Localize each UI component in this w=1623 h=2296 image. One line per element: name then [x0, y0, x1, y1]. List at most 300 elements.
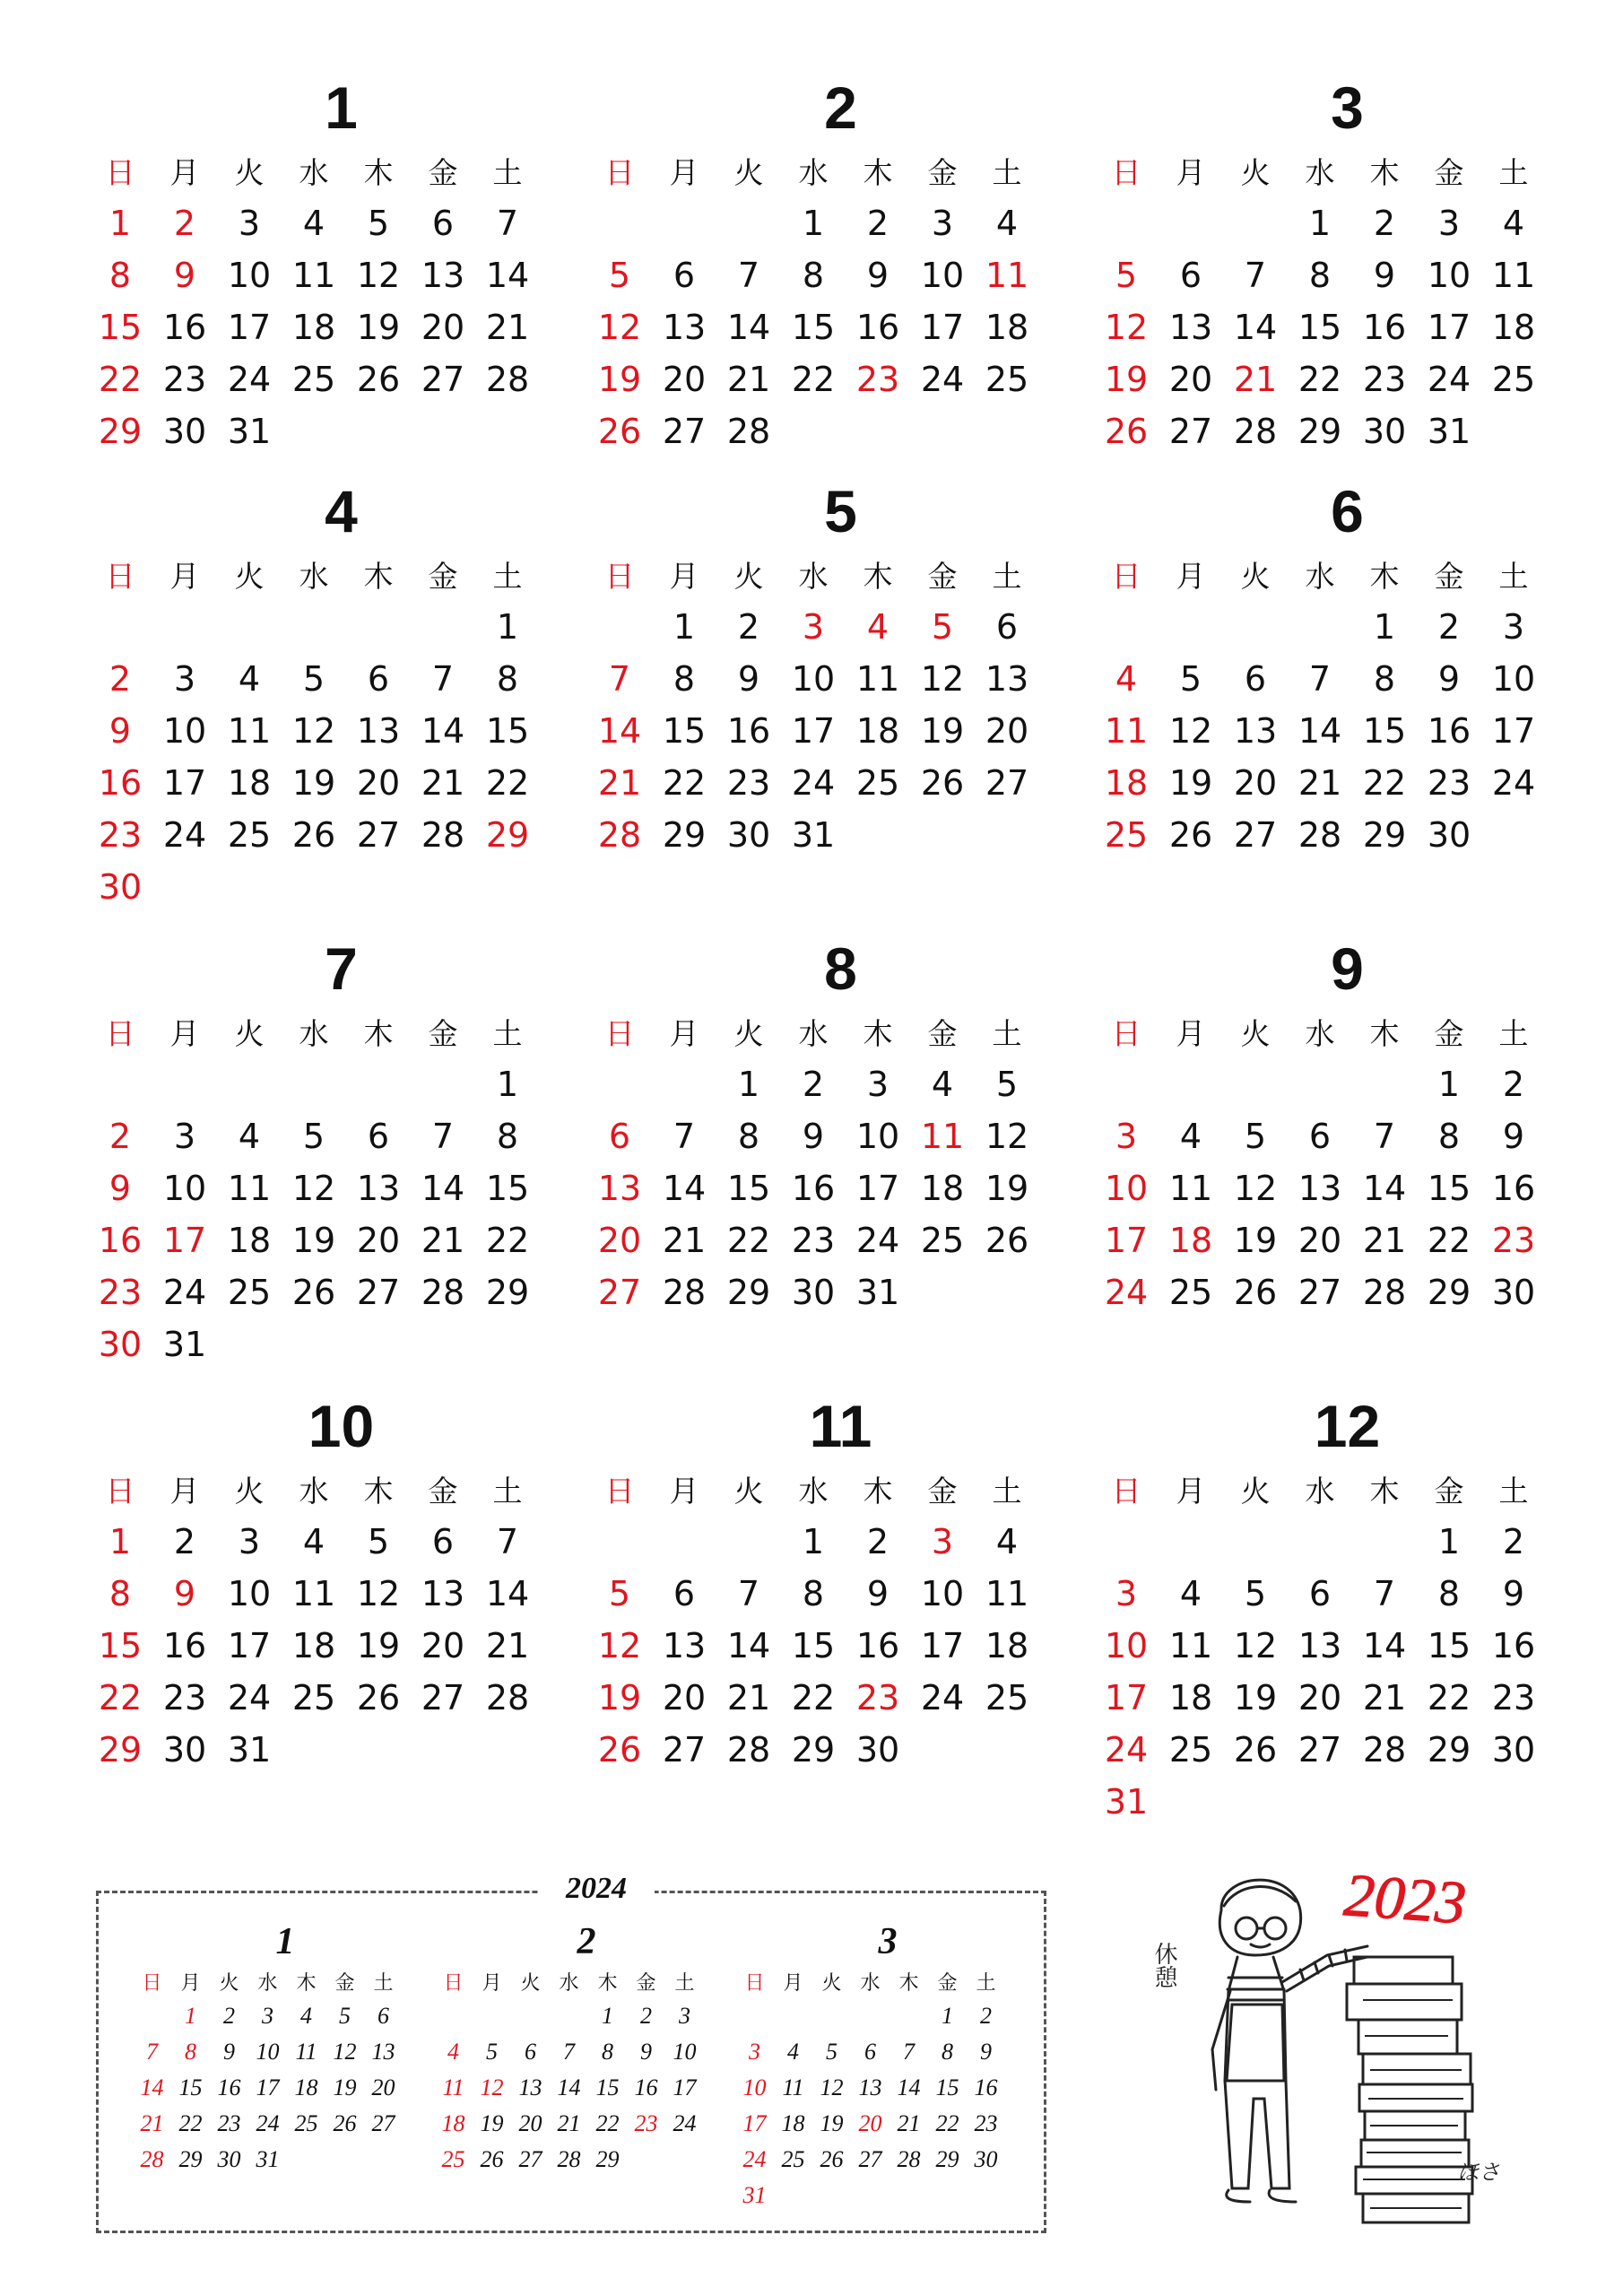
- day-cell: 11: [1104, 711, 1149, 751]
- mini-day-cell: 19: [333, 2074, 357, 2100]
- day-cell: 23: [162, 1678, 207, 1718]
- mini-day-cell: 11: [782, 2074, 804, 2100]
- day-cell: 24: [1491, 763, 1536, 803]
- day-cell: 20: [356, 763, 401, 803]
- week-row: [1094, 249, 1560, 301]
- week-row: [88, 1162, 554, 1214]
- mini-day-cell: 24: [673, 2110, 697, 2136]
- day-cell: 18: [1168, 1678, 1213, 1718]
- mini-weekday-label: 金: [937, 1971, 958, 1995]
- mini-day-cell: 11: [442, 2074, 464, 2100]
- day-cell: 10: [227, 1574, 272, 1613]
- day-cell: 21: [1362, 1221, 1407, 1260]
- weekday-label: 日: [604, 558, 635, 594]
- day-cell: 6: [367, 1117, 390, 1156]
- day-cell: 15: [726, 1169, 771, 1208]
- weekday-header: [587, 144, 1054, 197]
- day-cell: 23: [726, 763, 771, 803]
- weekday-label: 火: [234, 1473, 265, 1509]
- mini-weekday-label: 水: [860, 1971, 881, 1995]
- day-cell: 27: [1233, 815, 1278, 855]
- day-cell: 26: [597, 412, 642, 451]
- mini-day-cell: 19: [820, 2110, 844, 2136]
- day-cell: 6: [1308, 1574, 1332, 1613]
- day-cell: 14: [726, 1626, 771, 1665]
- day-cell: 9: [1373, 256, 1396, 295]
- day-cell: 22: [1427, 1678, 1471, 1718]
- weekday-label: 土: [992, 558, 1022, 594]
- day-cell: 2: [802, 1065, 825, 1104]
- day-cell: 27: [356, 1273, 401, 1312]
- week-row: [88, 601, 554, 653]
- day-cell: 14: [421, 1169, 465, 1208]
- day-cell: 3: [802, 607, 825, 647]
- day-cell: 8: [802, 256, 825, 295]
- day-cell: 27: [421, 1678, 465, 1718]
- weekday-label: 水: [299, 1473, 329, 1509]
- day-cell: 15: [98, 1626, 143, 1665]
- weekday-label: 月: [1176, 1473, 1206, 1509]
- day-cell: 24: [1427, 360, 1471, 399]
- day-cell: 17: [1104, 1678, 1149, 1718]
- weekday-header: [1094, 1004, 1560, 1058]
- day-cell: 10: [1104, 1169, 1149, 1208]
- mini-week-row: [735, 2034, 1004, 2070]
- day-cell: 3: [1502, 607, 1525, 647]
- week-row: [1094, 1266, 1560, 1318]
- day-cell: 12: [920, 659, 965, 699]
- mini-day-cell: 2: [640, 2003, 652, 2029]
- day-cell: 29: [662, 815, 707, 855]
- day-cell: 1: [802, 1522, 825, 1561]
- day-cell: 7: [496, 1522, 519, 1561]
- week-row: [1094, 1724, 1560, 1776]
- weekday-label: 月: [1176, 558, 1206, 594]
- mini-day-cell: 12: [480, 2074, 504, 2100]
- weekday-label: 月: [1176, 1015, 1206, 1051]
- day-cell: 16: [855, 1626, 900, 1665]
- week-row: [587, 705, 1054, 757]
- day-cell: 15: [1362, 711, 1407, 751]
- weekday-label: 月: [1176, 154, 1206, 190]
- day-cell: 7: [496, 204, 519, 243]
- day-cell: 3: [238, 204, 261, 243]
- weekday-header: [88, 547, 554, 601]
- weekday-label: 火: [733, 154, 764, 190]
- mini-month-3: [735, 1919, 1004, 2213]
- day-cell: 14: [1233, 308, 1278, 347]
- day-cell: 3: [931, 1522, 954, 1561]
- day-cell: 8: [1308, 256, 1332, 295]
- weekday-label: 月: [669, 154, 699, 190]
- day-cell: 16: [162, 1626, 207, 1665]
- day-cell: 4: [995, 204, 1019, 243]
- month-number: 1: [325, 74, 358, 141]
- mini-day-cell: 25: [441, 2146, 465, 2172]
- day-cell: 25: [1491, 360, 1536, 399]
- day-cell: 25: [855, 763, 900, 803]
- day-cell: 18: [291, 308, 336, 347]
- day-cell: 10: [1491, 659, 1536, 699]
- weekday-label: 水: [798, 154, 829, 190]
- mini-day-cell: 16: [634, 2074, 658, 2100]
- day-cell: 26: [1168, 815, 1213, 855]
- mini-weekday-label: 水: [257, 1971, 278, 1995]
- day-cell: 2: [866, 204, 890, 243]
- day-cell: 13: [421, 256, 465, 295]
- day-cell: 10: [791, 659, 836, 699]
- mini-month-number: 3: [878, 1921, 898, 1962]
- day-cell: 27: [1298, 1273, 1342, 1312]
- day-cell: 23: [1427, 763, 1471, 803]
- day-cell: 24: [227, 360, 272, 399]
- day-cell: 2: [737, 607, 760, 647]
- mini-day-cell: 25: [294, 2110, 318, 2136]
- day-cell: 10: [227, 256, 272, 295]
- weekday-label: 水: [1305, 558, 1335, 594]
- weekday-label: 火: [234, 1015, 265, 1051]
- weekday-label: 火: [1240, 1015, 1271, 1051]
- day-cell: 30: [1491, 1730, 1536, 1770]
- weekday-header: [88, 1462, 554, 1516]
- day-cell: 16: [1362, 308, 1407, 347]
- day-cell: 30: [791, 1273, 836, 1312]
- weekday-label: 金: [1434, 154, 1464, 190]
- day-cell: 16: [162, 308, 207, 347]
- day-cell: 5: [367, 204, 390, 243]
- mini-week-row: [133, 1998, 402, 2034]
- day-cell: 10: [920, 1574, 965, 1613]
- week-row: [1094, 197, 1560, 249]
- day-cell: 14: [421, 711, 465, 751]
- mini-weekday-label: 木: [898, 1971, 919, 1995]
- weekday-label: 土: [1498, 154, 1529, 190]
- day-cell: 4: [866, 607, 890, 647]
- week-row: [88, 1110, 554, 1162]
- weekday-header: [1094, 547, 1560, 601]
- mini-weekday-label: 火: [821, 1971, 842, 1995]
- day-cell: 31: [855, 1273, 900, 1312]
- day-cell: 4: [1179, 1574, 1202, 1613]
- day-cell: 19: [291, 763, 336, 803]
- weekday-header: [587, 547, 1054, 601]
- mini-day-cell: 7: [146, 2039, 158, 2065]
- day-cell: 14: [662, 1169, 707, 1208]
- weekday-label: 土: [992, 1473, 1022, 1509]
- day-cell: 17: [920, 308, 965, 347]
- day-cell: 11: [1168, 1626, 1213, 1665]
- weekday-label: 日: [105, 558, 135, 594]
- day-cell: 8: [108, 1574, 132, 1613]
- day-cell: 31: [1427, 412, 1471, 451]
- weekday-label: 金: [1434, 558, 1464, 594]
- day-cell: 12: [597, 1626, 642, 1665]
- mini-month-number: 1: [275, 1921, 295, 1962]
- day-cell: 1: [1437, 1065, 1461, 1104]
- day-cell: 3: [931, 204, 954, 243]
- day-cell: 17: [1427, 308, 1471, 347]
- mini-day-cell: 5: [826, 2039, 838, 2065]
- weekday-label: 土: [1498, 1473, 1529, 1509]
- illustration-year-text: 2023: [1341, 1860, 1469, 1937]
- day-cell: 19: [1233, 1678, 1278, 1718]
- weekday-label: 水: [1305, 1015, 1335, 1051]
- week-row: [88, 301, 554, 353]
- day-cell: 17: [1104, 1221, 1149, 1260]
- day-cell: 24: [791, 763, 836, 803]
- weekday-label: 火: [234, 558, 265, 594]
- weekday-label: 日: [604, 154, 635, 190]
- day-cell: 28: [421, 815, 465, 855]
- day-cell: 14: [485, 256, 530, 295]
- day-cell: 8: [1437, 1117, 1461, 1156]
- day-cell: 21: [421, 763, 465, 803]
- day-cell: 30: [98, 867, 143, 907]
- weekday-label: 木: [363, 1473, 394, 1509]
- day-cell: 1: [496, 607, 519, 647]
- mini-day-cell: 6: [525, 2039, 536, 2065]
- day-cell: 27: [662, 1730, 707, 1770]
- day-cell: 27: [597, 1273, 642, 1312]
- day-cell: 20: [662, 360, 707, 399]
- mini-weekday-label: 土: [674, 1971, 695, 1995]
- day-cell: 13: [1233, 711, 1278, 751]
- mini-week-row: [735, 2106, 1004, 2142]
- day-cell: 7: [1373, 1574, 1396, 1613]
- day-cell: 5: [367, 1522, 390, 1561]
- weekday-label: 土: [492, 154, 523, 190]
- day-cell: 15: [791, 308, 836, 347]
- week-row: [1094, 1110, 1560, 1162]
- day-cell: 7: [737, 1574, 760, 1613]
- calendar-2024-title: 2024: [538, 1869, 655, 1909]
- month-number: 2: [824, 74, 857, 141]
- day-cell: 16: [726, 711, 771, 751]
- day-cell: 19: [1168, 763, 1213, 803]
- day-cell: 25: [1168, 1730, 1213, 1770]
- day-cell: 3: [173, 1117, 196, 1156]
- day-cell: 2: [108, 1117, 132, 1156]
- day-cell: 24: [227, 1678, 272, 1718]
- day-cell: 21: [421, 1221, 465, 1260]
- day-cell: 3: [1115, 1117, 1138, 1156]
- mini-day-cell: 31: [742, 2182, 767, 2208]
- day-cell: 16: [791, 1169, 836, 1208]
- week-row: [587, 1724, 1054, 1776]
- day-cell: 2: [173, 1522, 196, 1561]
- mini-day-cell: 7: [563, 2039, 575, 2065]
- mini-day-cell: 4: [447, 2039, 459, 2065]
- day-cell: 13: [356, 1169, 401, 1208]
- day-cell: 10: [162, 1169, 207, 1208]
- day-cell: 16: [98, 1221, 143, 1260]
- day-cell: 23: [855, 360, 900, 399]
- day-cell: 10: [920, 256, 965, 295]
- day-cell: 13: [1298, 1626, 1342, 1665]
- month-number: 4: [325, 478, 358, 544]
- day-cell: 3: [173, 659, 196, 699]
- day-cell: 31: [162, 1325, 207, 1364]
- person-with-book-stack-illustration: [1139, 1857, 1515, 2242]
- day-cell: 11: [985, 1574, 1029, 1613]
- day-cell: 31: [791, 815, 836, 855]
- day-cell: 2: [1437, 607, 1461, 647]
- day-cell: 21: [726, 1678, 771, 1718]
- mini-day-cell: 11: [295, 2039, 317, 2065]
- mini-day-cell: 19: [480, 2110, 504, 2136]
- day-cell: 4: [238, 659, 261, 699]
- mini-day-cell: 12: [820, 2074, 844, 2100]
- week-row: [88, 1318, 554, 1370]
- weekday-label: 金: [428, 1015, 458, 1051]
- day-cell: 27: [662, 412, 707, 451]
- mini-weekday-label: 月: [482, 1971, 502, 1995]
- mini-day-cell: 26: [820, 2146, 844, 2172]
- day-cell: 21: [1233, 360, 1278, 399]
- day-cell: 29: [1427, 1730, 1471, 1770]
- mini-week-row: [133, 2142, 402, 2178]
- mini-day-cell: 3: [262, 2003, 273, 2029]
- day-cell: 28: [1362, 1273, 1407, 1312]
- day-cell: 6: [1179, 256, 1202, 295]
- day-cell: 7: [431, 1117, 455, 1156]
- mini-month-1: [133, 1919, 402, 2178]
- mini-day-cell: 12: [333, 2039, 357, 2065]
- weekday-label: 火: [234, 154, 265, 190]
- week-row: [587, 1620, 1054, 1672]
- day-cell: 11: [985, 256, 1029, 295]
- day-cell: 25: [985, 1678, 1029, 1718]
- weekday-label: 木: [1369, 1473, 1400, 1509]
- day-cell: 4: [302, 1522, 325, 1561]
- day-cell: 30: [1427, 815, 1471, 855]
- week-row: [88, 757, 554, 809]
- mini-day-cell: 15: [595, 2074, 620, 2100]
- week-row: [88, 1214, 554, 1266]
- weekday-label: 火: [733, 1473, 764, 1509]
- mini-weekday-label: 火: [219, 1971, 239, 1995]
- weekday-label: 金: [1434, 1473, 1464, 1509]
- mini-week-row: [434, 1998, 703, 2034]
- day-cell: 25: [227, 815, 272, 855]
- mini-day-cell: 31: [256, 2146, 280, 2172]
- day-cell: 1: [496, 1065, 519, 1104]
- month-number: 5: [824, 478, 857, 544]
- day-cell: 5: [1179, 659, 1202, 699]
- day-cell: 30: [98, 1325, 143, 1364]
- weekday-label: 火: [1240, 558, 1271, 594]
- day-cell: 22: [485, 1221, 530, 1260]
- day-cell: 6: [995, 607, 1019, 647]
- mini-month-number: 2: [577, 1921, 596, 1962]
- day-cell: 12: [291, 711, 336, 751]
- day-cell: 5: [1244, 1574, 1267, 1613]
- mini-week-row: [434, 2070, 703, 2106]
- weekday-header: [587, 1004, 1054, 1058]
- weekday-label: 火: [733, 558, 764, 594]
- mini-day-cell: 13: [518, 2074, 542, 2100]
- day-cell: 30: [162, 1730, 207, 1770]
- day-cell: 13: [1168, 308, 1213, 347]
- week-row: [88, 405, 554, 457]
- week-row: [587, 197, 1054, 249]
- month-11: [587, 1390, 1054, 1776]
- weekday-label: 木: [863, 1473, 893, 1509]
- mini-week-row: [735, 2070, 1004, 2106]
- day-cell: 19: [597, 360, 642, 399]
- week-row: [88, 705, 554, 757]
- day-cell: 6: [673, 1574, 696, 1613]
- mini-day-cell: 5: [339, 2003, 351, 2029]
- day-cell: 7: [608, 659, 631, 699]
- week-row: [587, 1266, 1054, 1318]
- day-cell: 31: [1104, 1782, 1149, 1822]
- day-cell: 19: [985, 1169, 1029, 1208]
- day-cell: 18: [1491, 308, 1536, 347]
- day-cell: 17: [1491, 711, 1536, 751]
- mini-day-cell: 25: [781, 2146, 805, 2172]
- day-cell: 28: [662, 1273, 707, 1312]
- day-cell: 26: [597, 1730, 642, 1770]
- day-cell: 8: [496, 659, 519, 699]
- week-row: [1094, 353, 1560, 405]
- day-cell: 8: [1437, 1574, 1461, 1613]
- weekday-label: 日: [604, 1015, 635, 1051]
- week-row: [1094, 757, 1560, 809]
- weekday-label: 日: [1111, 1015, 1141, 1051]
- day-cell: 9: [108, 1169, 132, 1208]
- day-cell: 12: [1168, 711, 1213, 751]
- day-cell: 28: [485, 1678, 530, 1718]
- day-cell: 7: [737, 256, 760, 295]
- week-row: [1094, 405, 1560, 457]
- mini-weekday-label: 月: [180, 1971, 201, 1995]
- day-cell: 28: [421, 1273, 465, 1312]
- day-cell: 11: [227, 711, 272, 751]
- mini-day-cell: 9: [980, 2039, 992, 2065]
- mini-weekday-label: 日: [142, 1971, 162, 1995]
- day-cell: 11: [855, 659, 900, 699]
- mini-day-cell: 28: [897, 2146, 921, 2172]
- week-row: [88, 1672, 554, 1724]
- day-cell: 1: [737, 1065, 760, 1104]
- week-row: [587, 653, 1054, 705]
- mini-day-cell: 13: [858, 2074, 882, 2100]
- mini-day-cell: 23: [634, 2110, 658, 2136]
- day-cell: 23: [1362, 360, 1407, 399]
- day-cell: 7: [431, 659, 455, 699]
- day-cell: 16: [1491, 1169, 1536, 1208]
- day-cell: 18: [985, 308, 1029, 347]
- month-4: [88, 475, 554, 913]
- day-cell: 9: [802, 1117, 825, 1156]
- weekday-label: 土: [1498, 558, 1529, 594]
- mini-day-cell: 22: [595, 2110, 620, 2136]
- mini-day-cell: 30: [974, 2146, 998, 2172]
- week-row: [587, 1568, 1054, 1620]
- day-cell: 4: [302, 204, 325, 243]
- day-cell: 22: [726, 1221, 771, 1260]
- day-cell: 19: [291, 1221, 336, 1260]
- day-cell: 12: [356, 256, 401, 295]
- day-cell: 13: [421, 1574, 465, 1613]
- mini-week-row: [434, 2106, 703, 2142]
- mini-day-cell: 17: [256, 2074, 280, 2100]
- day-cell: 26: [291, 815, 336, 855]
- day-cell: 30: [1362, 412, 1407, 451]
- day-cell: 24: [1104, 1273, 1149, 1312]
- day-cell: 23: [98, 815, 143, 855]
